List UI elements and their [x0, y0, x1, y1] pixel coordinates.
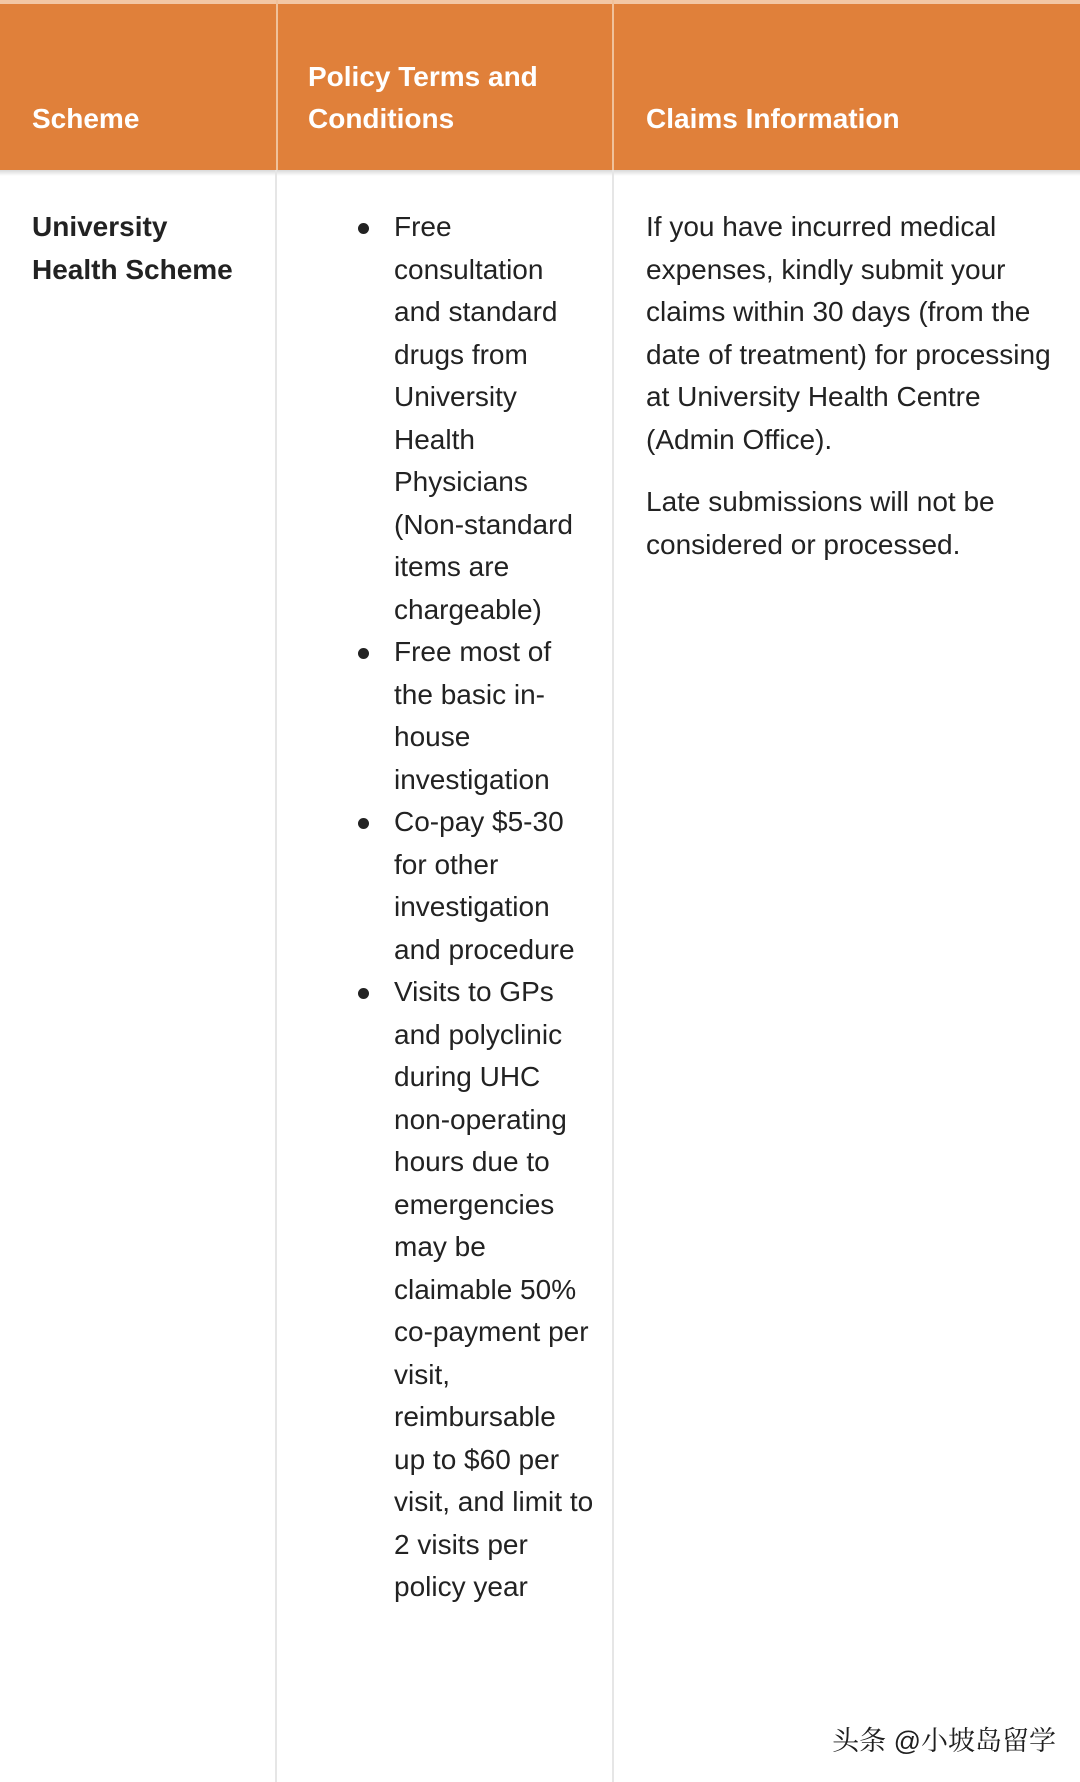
policy-terms-list [0, 206, 614, 1609]
claims-paragraph: If you have incurred medical expenses, kindly submit your claims within 30 days (from the date of treatment) for processing at University Health Centre (Admin Office). [646, 211, 1051, 455]
bullet-icon [358, 818, 369, 829]
term-text: Free most of the basic in-house investigation [394, 636, 552, 795]
scheme-name-cell: University Health Scheme [32, 211, 233, 285]
bullet-icon [358, 988, 369, 999]
header-divider [276, 0, 278, 170]
bullet-icon [358, 648, 369, 659]
claims-information-cell [646, 206, 1060, 586]
table-header [0, 0, 1080, 170]
claims-paragraph: Late submissions will not be considered or processed. [646, 486, 995, 560]
bullet-icon [358, 223, 369, 234]
term-text: Free consultation and standard drugs from University Health Physicians (Non-standard items are chargeable) [394, 211, 573, 625]
list-item [394, 971, 594, 1609]
term-text: Co-pay $5-30 for other investigation and procedure [394, 806, 575, 965]
list-item [394, 206, 594, 631]
term-text: Visits to GPs and polyclinic during UHC non-operating hours due to emergencies may be claimable 50% co-payment per visit, reimbursable up to $60 per visit, and limit to 2 visits per policy year [394, 976, 594, 1602]
header-divider [612, 0, 614, 170]
header-shadow [0, 170, 1080, 176]
header-claims-information: Claims Information [646, 103, 900, 134]
header-scheme: Scheme [32, 103, 140, 134]
header-policy-terms: Policy Terms and Conditions [308, 61, 538, 134]
list-item [394, 801, 594, 971]
list-item [394, 631, 594, 801]
watermark: 头条 @小坡岛留学 [832, 1726, 1056, 1756]
